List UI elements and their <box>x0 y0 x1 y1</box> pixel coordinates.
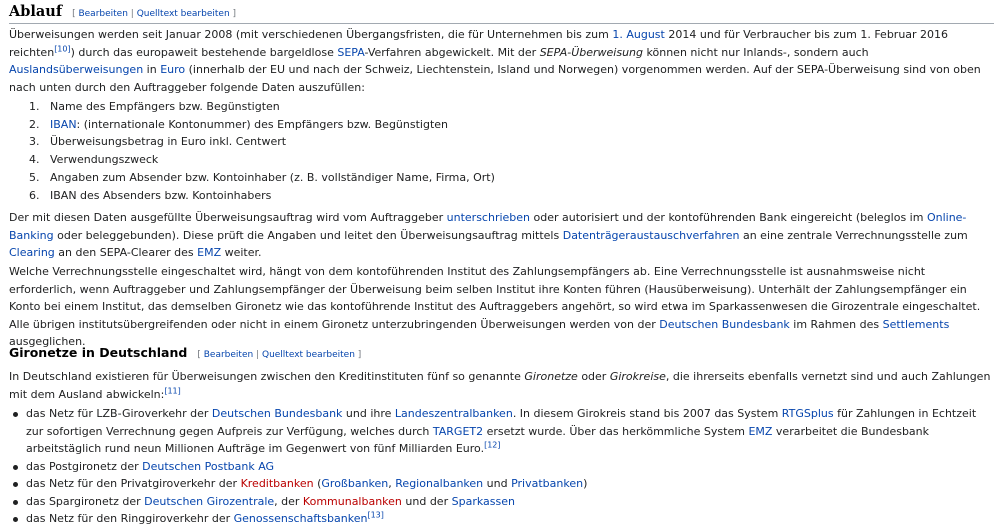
link-deutschen-bundesbank[interactable]: Deutschen Bundesbank <box>211 407 343 420</box>
ref-11[interactable]: [11] <box>164 385 181 395</box>
section-title: Ablauf <box>9 3 63 20</box>
paragraph-gironetze: In Deutschland existieren für Überweisungen zwischen den Kreditinstituten fünf so genannte Gironetze oder Girokreise, die ihrerseits ebenfalls vernetzt sind und auch Zahlungen mit dem Ausland abwickeln:[11] <box>9 370 991 401</box>
list-item: 3. Überweisungsbetrag in Euro inkl. Centwert <box>29 135 287 149</box>
list-item: 4. Verwendungszweck <box>29 153 159 167</box>
bullet-icon <box>13 500 18 505</box>
link-datentraegeraustauschverfahren[interactable]: Datenträgeraustauschverfahren <box>562 228 740 242</box>
link-settlements[interactable]: Settlements <box>882 317 950 331</box>
bullet-icon <box>13 465 18 470</box>
paragraph-intro: Überweisungen werden seit Januar 2008 (mit verschiedenen Übergangsfristen, die für Unternehmen bis zum 1. August 2014 und für Verbraucher bis zum 1. Februar 2016 reichten[10]) durch das europaweit bestehende bargeldlose SEPA-Verfahren abgewickelt. Mit der SEPA-Überweisung können nicht nur Inlands-, sondern auch Auslandsüberweisungen in Euro (innerhalb der EU und nach der Schweiz, Liechtenstein, Island und Norwegen) vorgenommen werden. Auf der SEPA-Überweisung sind von oben nach unten durch den Auftraggeber folgende Daten auszufüllen: <box>9 28 981 94</box>
link-landeszentralbanken[interactable]: Landeszentralbanken <box>394 407 513 420</box>
link-emz[interactable]: EMZ <box>748 424 773 438</box>
link-auslandsueberweisungen[interactable]: Auslandsüberweisungen <box>9 63 144 76</box>
link-kreditbanken[interactable]: Kreditbanken <box>240 477 314 490</box>
edit-source-link[interactable]: Quelltext bearbeiten <box>261 350 355 360</box>
edit-source-link[interactable]: Quelltext bearbeiten <box>136 9 230 19</box>
link-unterschrieben[interactable]: unterschrieben <box>446 211 531 224</box>
list-item: 1. Name des Empfängers bzw. Begünstigten <box>29 100 280 113</box>
paragraph-auftrag: Der mit diesen Daten ausgefüllte Überweisungsauftrag wird vom Auftraggeber unterschrieben oder autorisiert und der kontoführenden Bank eingereicht (beleglos im Online-Banking oder beleggebunden). Diese prüft die Angaben und leitet den Überweisungsauftrag mittels Datenträgeraustauschverfahren an eine zentrale Verrechnungsstelle zum Clearing an den SEPA-Clearer des EMZ weiter. <box>9 211 968 259</box>
list-item: 5. Angaben zum Absender bzw. Kontoinhaber (z. B. vollständiger Name, Firma, Ort) <box>29 170 495 184</box>
section-heading-gironetze <box>9 344 361 362</box>
bullet-icon <box>13 482 18 487</box>
list-item: das Spargironetz der Deutschen Girozentrale, der Kommunalbanken und der Sparkassen <box>9 493 994 511</box>
link-online-banking[interactable]: Online-Banking <box>9 211 967 242</box>
link-clearing[interactable]: Clearing <box>9 246 55 259</box>
link-deutschen-postbank[interactable]: Deutschen Postbank AG <box>142 459 275 473</box>
link-kommunalbanken[interactable]: Kommunalbanken <box>302 494 402 508</box>
list-item: das Netz für LZB-Giroverkehr der Deutschen Bundesbank und ihre Landeszentralbanken. In diesem Girokreis stand bis 2007 das System RTGSplus für Zahlungen in Echtzeit zur sofortigen Verrechnung gegen Aufpreis zur Verfügung, welches durch TARGET2 ersetzt wurde. Über das herkömmliche System EMZ verarbeitet die Bundesbank arbeitstäglich rund neun Millionen Aufträge im Gegenwert von fünf Milliarden Euro.[12] <box>9 405 994 458</box>
link-euro[interactable]: Euro <box>160 63 186 76</box>
list-item: 6. IBAN des Absenders bzw. Kontoinhabers <box>29 188 272 202</box>
ref-12[interactable]: [12] <box>484 440 501 450</box>
link-genossenschaftsbanken[interactable]: Genossenschaftsbanken <box>233 512 368 525</box>
paragraph-verrechnungsstelle: Welche Verrechnungsstelle eingeschaltet wird, hängt von dem kontoführenden Institut des Zahlungsempfängers ab. Eine Verrechnungsstelle ist ausnahmsweise nicht erforderlich, wenn Auftraggeber und Zahlungsempfänger der Überweisung beim selben Institut ihre Konten führen (Hausüberweisung). Unterhält der Zahlungsempfänger ein Konto bei einem Institut, das demselben Gironetz wie das kontoführende Institut des Auftraggebers angehört, so wird etwa im Sparkassenwesen die Girozentrale eingeschaltet. Alle übrigen institutsübergreifenden oder nicht in einem Gironetz unterzubringenden Überweisungen werden von der Deutschen Bundesbank im Rahmen des Settlements ausgeglichen. <box>9 265 981 348</box>
link-grossbanken[interactable]: Großbanken <box>321 477 389 490</box>
edit-link[interactable]: Bearbeiten <box>78 9 128 19</box>
sepa-fields-list <box>9 98 994 204</box>
gironetze-list <box>9 405 994 528</box>
link-rtgsplus[interactable]: RTGSplus <box>781 407 834 420</box>
link-1-august[interactable]: 1. August <box>612 28 665 41</box>
section-edit-links: [ Bearbeiten | Quelltext bearbeiten ] <box>72 9 237 19</box>
edit-link[interactable]: Bearbeiten <box>203 350 254 360</box>
subsection-title: Gironetze in Deutschland <box>9 345 188 360</box>
ref-13[interactable]: [13] <box>367 510 384 520</box>
list-item: das Netz für den Privatgiroverkehr der Kreditbanken (Großbanken, Regionalbanken und Privatbanken) <box>9 475 994 493</box>
bullet-icon <box>13 412 18 417</box>
link-deutschen-girozentrale[interactable]: Deutschen Girozentrale <box>144 494 275 508</box>
link-target2[interactable]: TARGET2 <box>432 424 484 438</box>
link-privatbanken[interactable]: Privatbanken <box>511 477 584 490</box>
section-heading-ablauf <box>9 2 994 24</box>
link-emz[interactable]: EMZ <box>197 246 222 259</box>
list-item: das Netz für den Ringgiroverkehr der Genossenschaftsbanken[13] <box>9 510 994 528</box>
link-sparkassen[interactable]: Sparkassen <box>451 494 515 508</box>
subsection-edit-links: [ Bearbeiten | Quelltext bearbeiten ] <box>197 350 362 360</box>
link-iban[interactable]: IBAN <box>50 117 77 131</box>
link-sepa[interactable]: SEPA <box>337 45 365 59</box>
link-deutschen-bundesbank[interactable]: Deutschen Bundesbank <box>659 317 790 331</box>
ref-10[interactable]: [10] <box>54 43 71 53</box>
list-item: 2. IBAN: (internationale Kontonummer) des Empfängers bzw. Begünstigten <box>29 117 449 131</box>
link-regionalbanken[interactable]: Regionalbanken <box>395 477 484 490</box>
list-item: das Postgironetz der Deutschen Postbank AG <box>9 458 994 476</box>
bullet-icon <box>13 517 18 522</box>
